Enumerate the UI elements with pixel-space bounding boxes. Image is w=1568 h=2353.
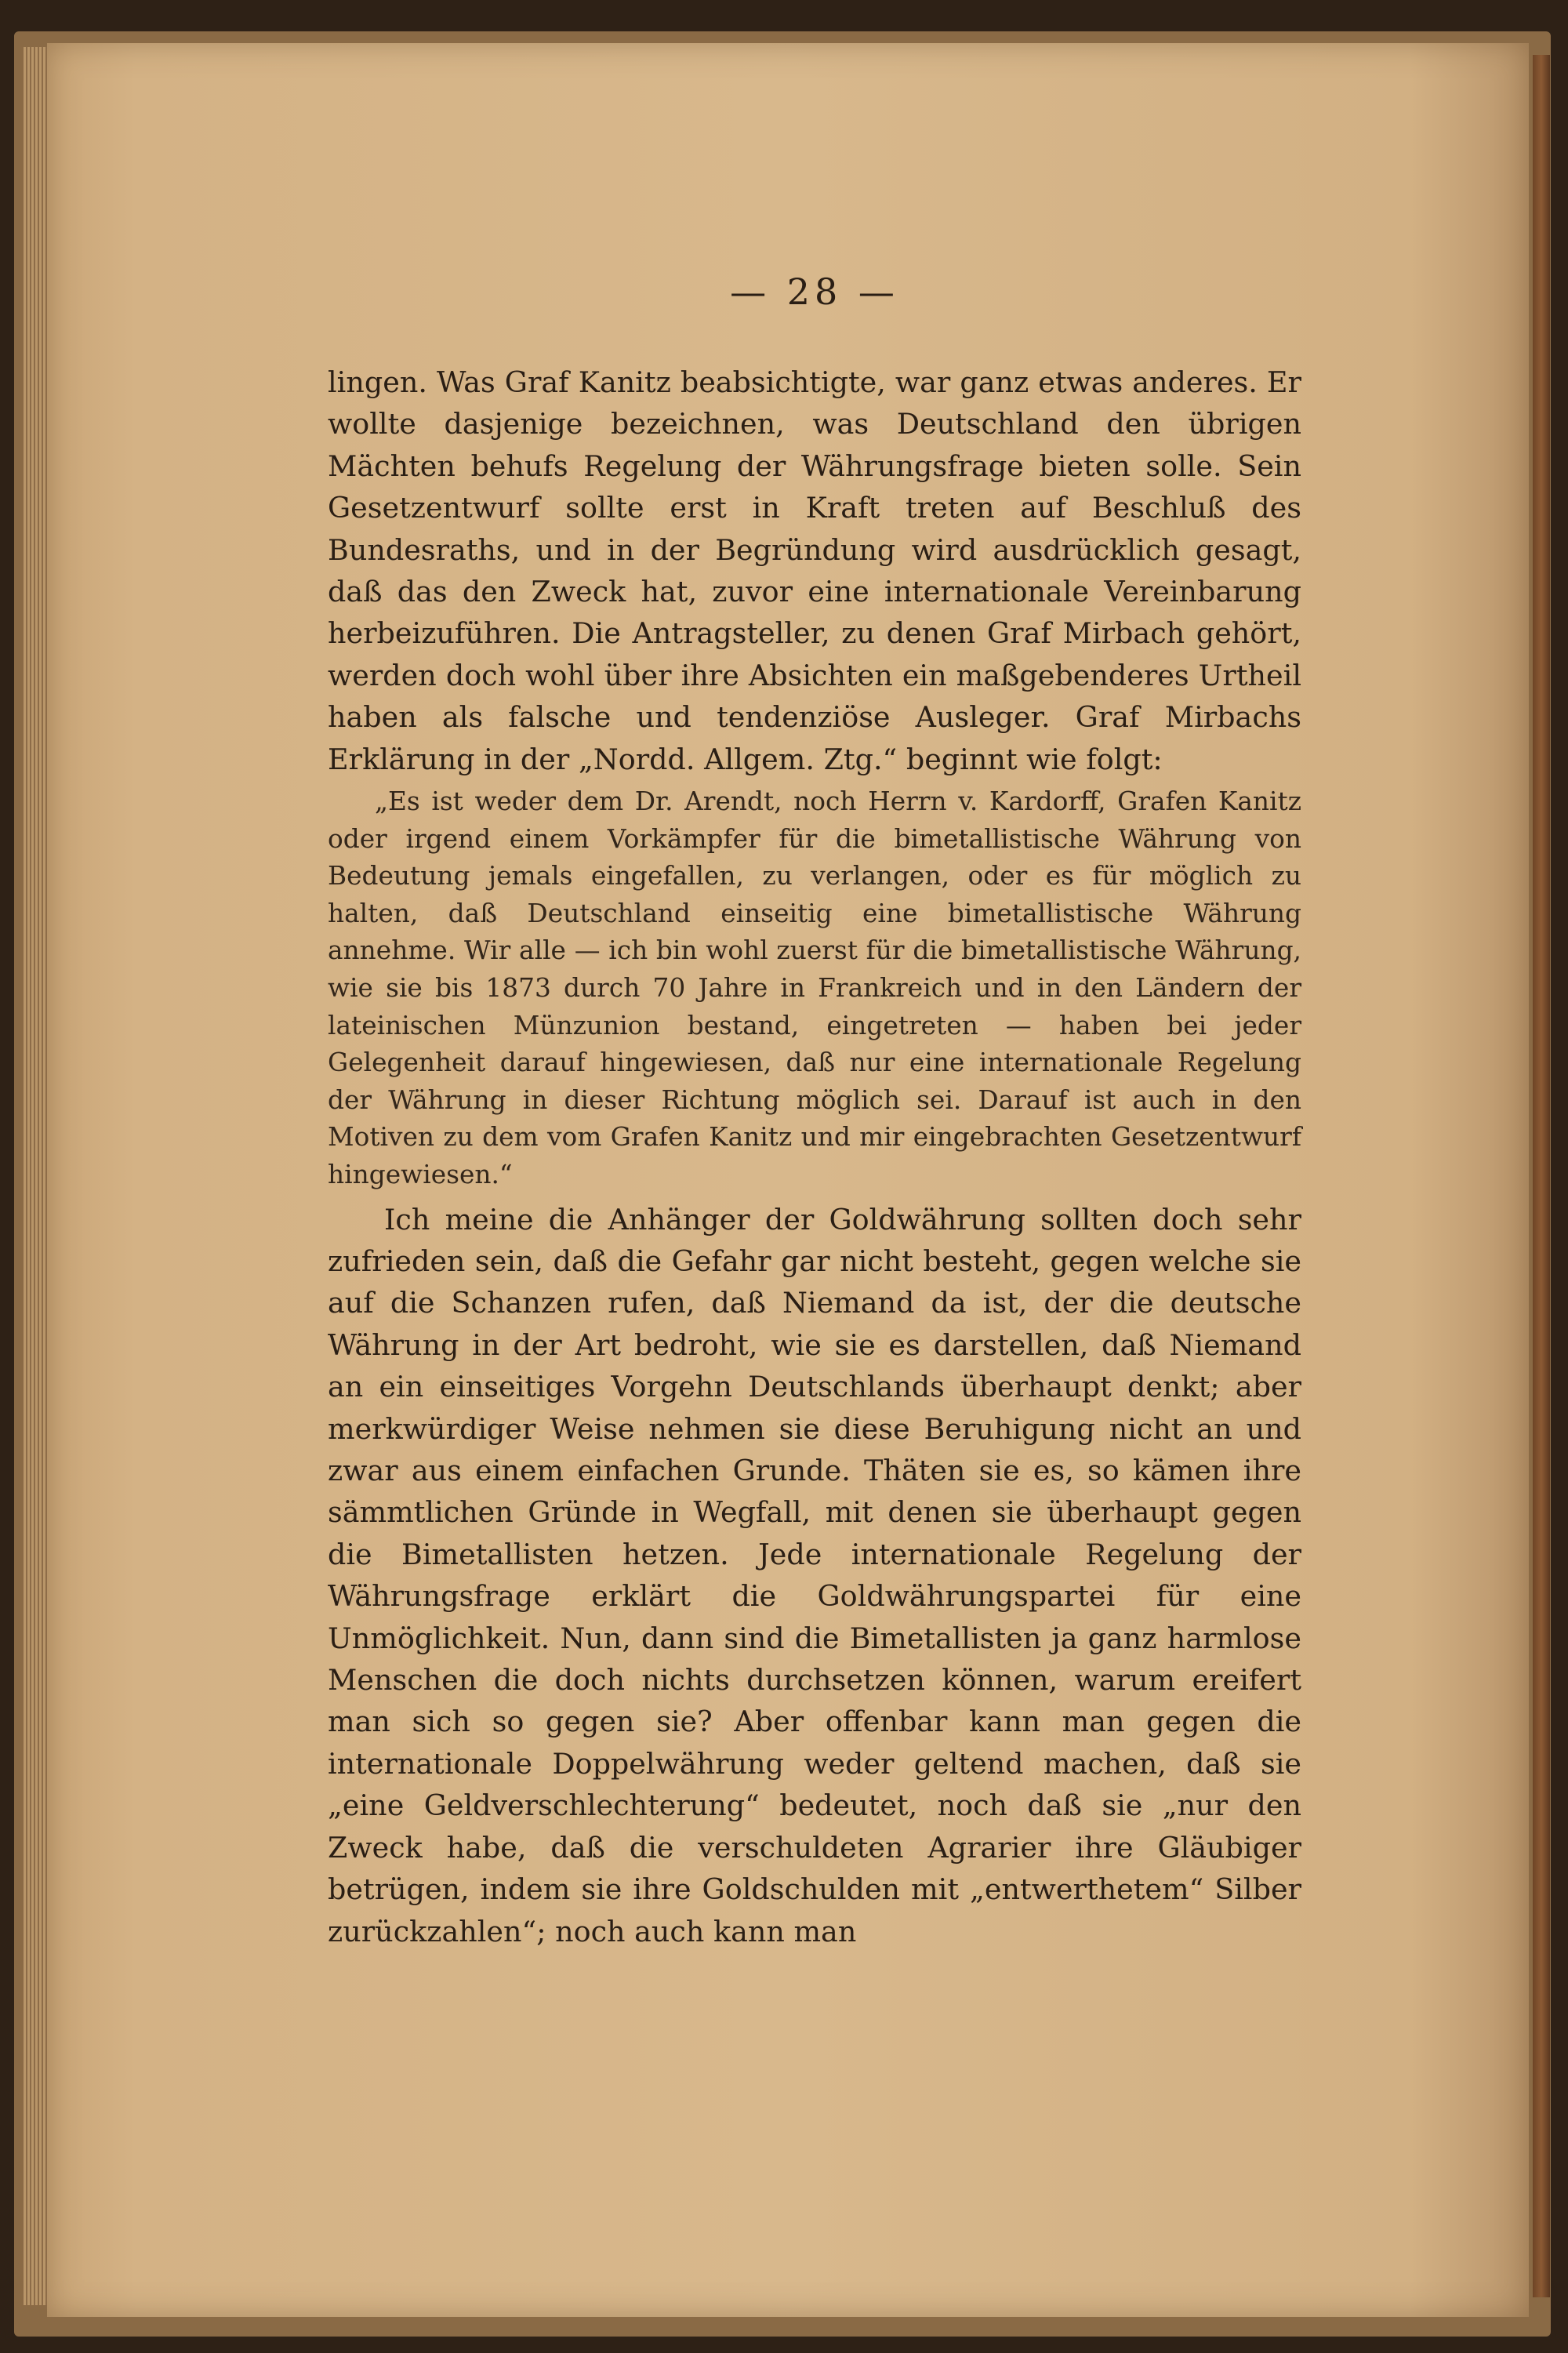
block-quote: „Es ist weder dem Dr. Arendt, noch Herrn v. Kardorff, Grafen Kanitz oder irgend einem Vorkämpfer für die bimetallistische Währung von Bedeutung jemals eingefallen, zu verlangen, oder es für möglich zu halten, daß Deutschland einseitig eine bimetallistische Währung annehme. Wir alle — ich bin wohl zuerst für die bimetallistische Währung, wie sie bis 1873 durch 70 Jahre in Frankreich und in den Ländern der lateinischen Münzunion bestand, eingetreten — haben bei jeder Gelegenheit darauf hingewiesen, daß nur eine internationale Regelung der Währung in dieser Richtung möglich sei. Darauf ist auch in den Motiven zu dem vom Grafen Kanitz und mir eingebrachten Gesetzentwurf hingewiesen.“ [328,786,1301,1189]
book-spine [1533,55,1550,2297]
paragraph-1: lingen. Was Graf Kanitz beabsichtigte, war ganz etwas anderes. Er wollte dasjenige bezeichnen, was Deutschland den übrigen Mächten behufs Regelung der Währungsfrage bieten solle. Sein Gesetzentwurf sollte erst in Kraft treten auf Beschluß des Bundesraths, und in der Begründung wird ausdrücklich gesagt, daß das den Zweck hat, zuvor eine internationale Vereinbarung herbeizuführen. Die Antragsteller, zu denen Graf Mirbach gehört, werden doch wohl über ihre Absichten ein maßgebenderes Urtheil haben als falsche und tendenziöse Ausleger. Graf Mirbachs Erklärung in der „Nordd. Allgem. Ztg.“ beginnt wie folgt: [328,365,1301,776]
paragraph-2: Ich meine die Anhänger der Goldwährung sollten doch sehr zufrieden sein, daß die Gefahr gar nicht besteht, gegen welche sie auf die Schanzen rufen, daß Niemand da ist, der die deutsche Währung in der Art bedroht, wie sie es darstellen, daß Niemand an ein einseitiges Vorgehn Deutschlands überhaupt denkt; aber merkwürdiger Weise nehmen sie diese Beruhigung nicht an und zwar aus einem einfachen Grunde. Thäten sie es, so kämen ihre sämmtlichen Gründe in Wegfall, mit denen sie überhaupt gegen die Bimetallisten hetzen. Jede internationale Regelung der Währungsfrage erklärt die Goldwährungspartei für eine Unmöglichkeit. Nun, dann sind die Bimetallisten ja ganz harmlose Menschen die doch nichts durchsetzen können, warum ereifert man sich so gegen sie? Aber offenbar kann man gegen die internationale Doppelwährung weder geltend machen, daß sie „eine Geldverschlechterung“ bedeutet, noch daß sie „nur den Zweck habe, daß die verschuldeten Agrarier ihre Gläubiger betrügen, indem sie ihre Goldschulden mit „entwerthetem“ Silber zurückzahlen“; noch auch kann man [328,1202,1301,1948]
page-stack-edge [24,47,50,2305]
page-number: — 28 — [730,271,899,313]
text-block [328,271,1301,1952]
